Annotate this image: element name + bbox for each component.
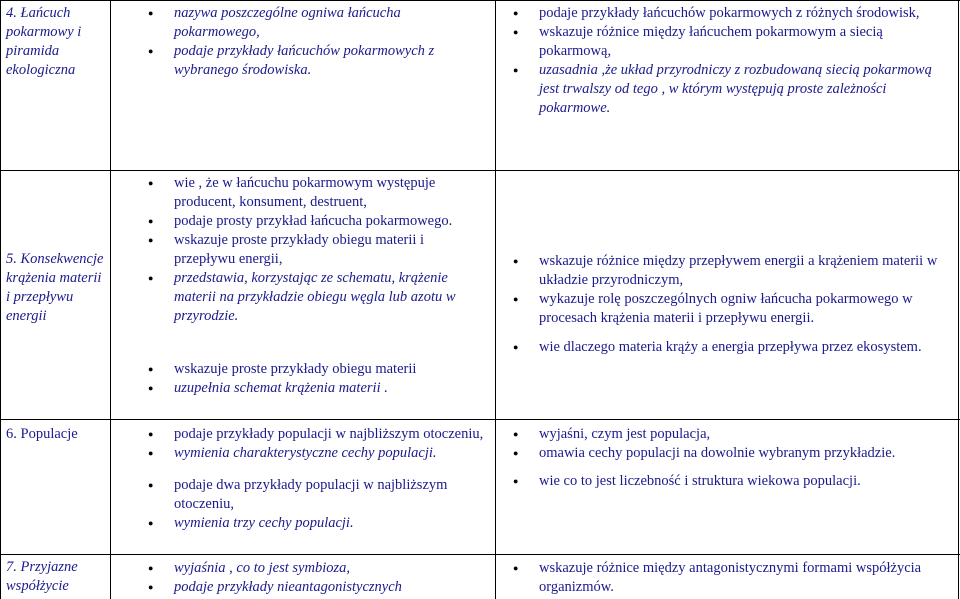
list-item: ● wskazuje proste przykłady obiegu materii i przepływu energii, (146, 231, 486, 269)
list-item: ● nazywa poszczególne ogniwa łańcucha pokarmowego, (146, 4, 486, 42)
basic-requirements-4 (146, 4, 486, 80)
list-item: ● omawia cechy populacji na dowolnie wybranym przykładzie. (511, 444, 951, 463)
row-divider (0, 170, 960, 171)
topic-cell-6: 6. Populacje (6, 426, 78, 442)
column-divider (495, 0, 496, 599)
topic-cell-7: 7. Przyjazne współżycie (6, 559, 78, 594)
list-item: ● podaje przykłady nieantagonistycznych (146, 578, 486, 597)
basic-requirements-5 (146, 174, 486, 398)
topic-cell-4: 4. Łańcuch pokarmowy i piramida ekologiczna (6, 5, 82, 78)
list-item: ● podaje prosty przykład łańcucha pokarmowego. (146, 212, 486, 231)
list-item: ● przedstawia, korzystając ze schematu, krążenie materii na przykładzie obiegu węgla lub azotu w przyrodzie. (146, 269, 486, 326)
list-item: ● uzupełnia schemat krążenia materii . (146, 379, 486, 398)
column-divider (958, 0, 959, 599)
list-item: ● wykazuje rolę poszczególnych ogniw łańcucha pokarmowego w procesach krążenia materii i przepływu energii. (511, 290, 941, 328)
list-item: ● wie co to jest liczebność i struktura wiekowa populacji. (511, 472, 951, 491)
table-top-border (0, 0, 960, 1)
list-item: ● wie dlaczego materia krąży a energia przepływa przez ekosystem. (511, 338, 941, 357)
list-item: ● wskazuje proste przykłady obiegu materii (146, 360, 486, 379)
row-divider (0, 419, 960, 420)
column-divider (0, 0, 1, 599)
row-divider (0, 554, 960, 555)
list-item: ● wskazuje różnice między przepływem energii a krążeniem materii w układzie przyrodniczym, (511, 252, 941, 290)
list-item: ● wymienia charakterystyczne cechy populacji. (146, 444, 486, 463)
column-divider (110, 0, 111, 599)
topic-cell-5: 5. Konsekwencje krążenia materii i przepływu energii (6, 251, 104, 324)
list-item: ● podaje przykłady łańcuchów pokarmowych z różnych środowisk, (511, 4, 941, 23)
extended-requirements-7 (511, 559, 941, 597)
list-item: ● wyjaśnia , co to jest symbioza, (146, 559, 486, 578)
list-item: ● podaje dwa przykłady populacji w najbliższym otoczeniu, (146, 476, 486, 514)
basic-requirements-7 (146, 559, 486, 597)
list-item: ● podaje przykłady populacji w najbliższym otoczeniu, (146, 425, 486, 444)
extended-requirements-4 (511, 4, 941, 118)
extended-requirements-6 (511, 425, 951, 491)
list-item: ● wskazuje różnice między antagonistycznymi formami współżycia organizmów. (511, 559, 941, 597)
basic-requirements-6 (146, 425, 486, 533)
list-item: ● wymienia trzy cechy populacji. (146, 514, 486, 533)
extended-requirements-5 (511, 252, 941, 357)
list-item: ● wskazuje różnice między łańcuchem pokarmowym a siecią pokarmową, (511, 23, 941, 61)
list-item: ● podaje przykłady łańcuchów pokarmowych z wybranego środowiska. (146, 42, 486, 80)
list-item: ● wie , że w łańcuchu pokarmowym występuje producent, konsument, destruent, (146, 174, 486, 212)
list-item: ● wyjaśni, czym jest populacja, (511, 425, 951, 444)
list-item: ● uzasadnia ,że układ przyrodniczy z rozbudowaną siecią pokarmową jest trwalszy od tego , w którym występują proste zależności pokarmowe. (511, 61, 941, 118)
